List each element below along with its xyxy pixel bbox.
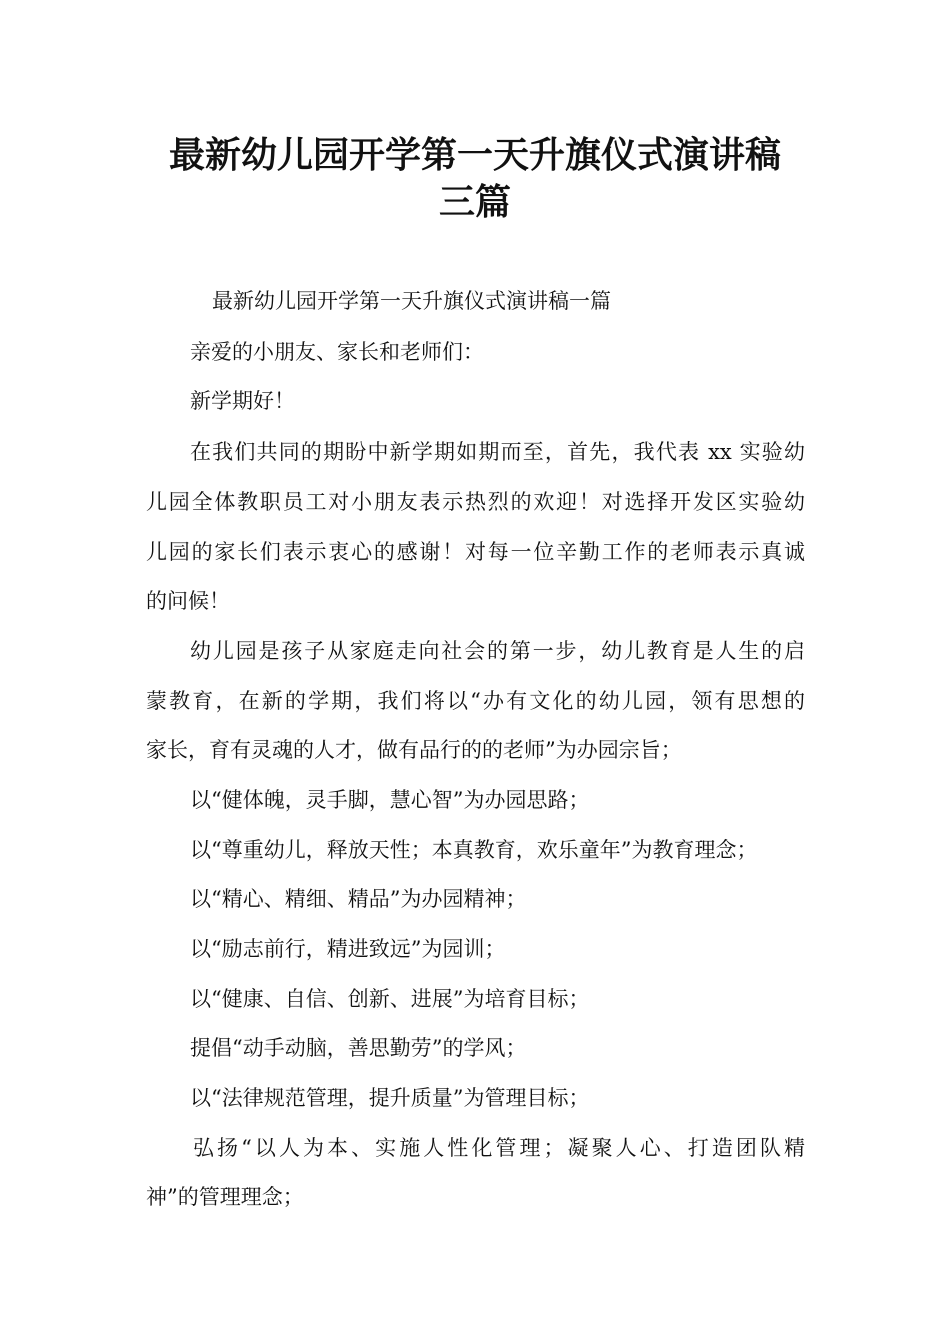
statement-4: 以“励志前行，精进致远”为园训； xyxy=(190,937,506,961)
statement-5: 以“健康、自信、创新、进展”为培育目标； xyxy=(190,987,590,1011)
statement-3: 以“精心、精细、精品”为办园精神； xyxy=(190,887,527,911)
statement-7: 以“法律规范管理，提升质量”为管理目标； xyxy=(190,1086,590,1110)
document-title-line-1: 最新幼儿园开学第一天升旗仪式演讲稿 xyxy=(168,135,781,176)
statement-1: 以“健体魄，灵手脚，慧心智”为办园思路； xyxy=(190,788,590,812)
paragraph-1-line-4: 的问候！ xyxy=(146,589,230,613)
paragraph-1-line-3: 儿园的家长们表示衷心的感谢！对每一位辛勤工作的老师表示真诚 xyxy=(146,540,805,564)
statement-6: 提倡“动手动脑，善思勤劳”的学风； xyxy=(190,1036,527,1060)
closing-line-2: 神”的管理理念； xyxy=(146,1185,304,1209)
closing-line-1: 弘扬“以人为本、实施人性化管理；凝聚人心、打造团队精 xyxy=(193,1136,805,1160)
paragraph-2-line-1: 幼儿园是孩子从家庭走向社会的第一步，幼儿教育是人生的启 xyxy=(190,639,805,663)
statement-2: 以“尊重幼儿，释放天性；本真教育，欢乐童年”为教育理念； xyxy=(190,838,758,862)
greeting: 亲爱的小朋友、家长和老师们： xyxy=(190,340,484,364)
paragraph-1-line-2: 儿园全体教职员工对小朋友表示热烈的欢迎！对选择开发区实验幼 xyxy=(146,490,805,514)
paragraph-2-line-3: 家长，育有灵魂的人才，做有品行的的老师”为办园宗旨； xyxy=(146,738,682,762)
section-subtitle: 最新幼儿园开学第一天升旗仪式演讲稿一篇 xyxy=(212,289,611,313)
paragraph-2-line-2: 蒙教育，在新的学期，我们将以“办有文化的幼儿园，领有思想的 xyxy=(146,689,805,713)
paragraph-1-line-1: 在我们共同的期盼中新学期如期而至，首先，我代表 xx 实验幼 xyxy=(190,440,805,464)
document-title-line-2: 三篇 xyxy=(438,182,511,223)
salutation: 新学期好！ xyxy=(190,389,295,413)
